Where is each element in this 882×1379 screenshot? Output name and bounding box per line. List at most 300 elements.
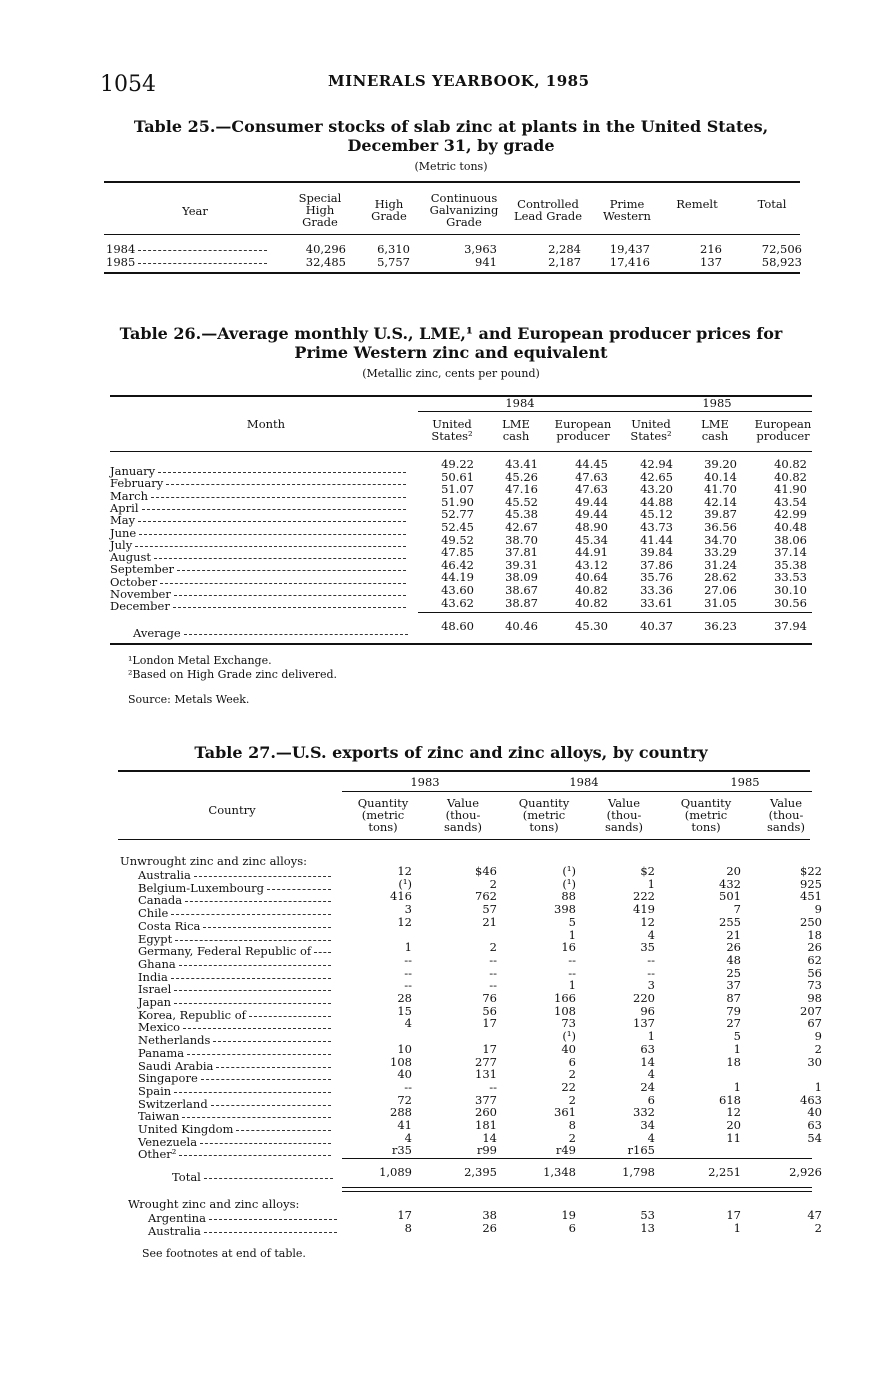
table-25-row-year: [106, 243, 268, 256]
leader-dots: [200, 1143, 331, 1144]
table-27-row-country-text: Germany, Federal Republic of: [138, 944, 312, 959]
table-27-cell: 1: [733, 1041, 741, 1056]
table-27-cell: 2: [489, 940, 497, 955]
leader-dots: [179, 1155, 331, 1156]
table-27-row-country: [138, 958, 332, 971]
table-27-cell: 21: [482, 914, 497, 929]
table-26-row-month-text: July: [110, 537, 133, 552]
table-27-section-unwrought: Unwrought zinc and zinc alloys:: [120, 854, 307, 868]
table-27-cell: 8: [568, 1118, 576, 1132]
table-27-row-country-text: Switzerland: [138, 1096, 208, 1111]
running-title: MINERALS YEARBOOK, 1985: [328, 72, 590, 90]
table-26-cell: 43.41: [505, 457, 538, 471]
table-27-cell: 131: [475, 1067, 497, 1082]
table-26-cell: 40.48: [774, 520, 807, 534]
table-26-title-line2: Prime Western zinc and equivalent: [294, 343, 608, 362]
leader-dots: [174, 1092, 331, 1093]
table-27-row-country-text: India: [138, 969, 168, 984]
table-25-col-header: High Grade: [371, 197, 407, 223]
table-26-row-month: [110, 514, 407, 527]
leader-dots: [185, 901, 331, 902]
table-26-cell: 43.20: [640, 482, 673, 497]
table-27-cell: 4: [404, 1130, 412, 1145]
table-26-title: [100, 324, 802, 362]
table-27-cell: 3: [404, 902, 412, 917]
table-26-average-label: [133, 627, 409, 640]
table-27-cell: 3: [647, 978, 655, 993]
table-25-cell: 40,296: [305, 242, 346, 256]
table-26-cell: 35.38: [774, 557, 807, 572]
table-27-year-header: 1984: [569, 775, 599, 789]
leader-dots: [213, 1041, 331, 1042]
leader-dots: [187, 1054, 331, 1055]
table-27-row-country-text: Canada: [138, 893, 183, 908]
table-27-cell: 260: [475, 1105, 497, 1120]
table-25-cell: 17,416: [609, 255, 650, 269]
table-27-col-header: Quantity (metric tons): [357, 796, 409, 834]
leader-dots: [142, 509, 406, 510]
table-27-cell: 57: [482, 902, 497, 917]
table-27-row-country: [138, 1123, 332, 1136]
table-27-total-cell: 2,395: [464, 1165, 497, 1179]
table-26-cell: 38.87: [505, 595, 538, 610]
table-25-unit: (Metric tons): [414, 160, 488, 173]
table-26-cell: 43.73: [640, 520, 673, 534]
table-27-row-country-text: Mexico: [138, 1020, 181, 1035]
table-27-row-country-text: Venezuela: [138, 1134, 198, 1149]
table-27-cell: 7: [733, 902, 741, 917]
table-27-row-country: [138, 1021, 332, 1034]
table-27-cell: 38: [482, 1208, 497, 1222]
table-27-cell: 419: [633, 902, 655, 917]
table-26-cell: 33.36: [640, 583, 673, 597]
page-number: 1054: [100, 72, 156, 97]
leader-dots: [139, 534, 406, 535]
table-27-cell: 16: [561, 940, 576, 955]
table-27-row-country: [138, 1098, 332, 1111]
table-26-cell: 33.29: [704, 545, 737, 560]
table-26-cell: 47.63: [575, 482, 608, 497]
table-27-cell: 1: [647, 1029, 655, 1044]
table-27-cell: 255: [719, 914, 741, 929]
table-26-col-header: LME cash: [701, 417, 729, 443]
table-26-cell: 45.34: [575, 532, 608, 547]
leader-dots: [179, 965, 331, 966]
table-27-cell: --: [568, 952, 576, 967]
table-27-cell: 1: [647, 876, 655, 891]
table-25-row-year: [106, 256, 268, 269]
table-25-title-line2: December 31, by grade: [347, 136, 555, 155]
table-26-cell: 49.44: [575, 494, 608, 509]
table-27-cell: --: [404, 1079, 412, 1094]
table-27-cell: 24: [640, 1079, 655, 1094]
table-27-cell: 2: [489, 876, 497, 891]
table-27-cell: 4: [404, 1016, 412, 1031]
table-27-cell: 15: [397, 1003, 412, 1018]
table-26-month-header: Month: [246, 417, 286, 431]
table-26-cell: 33.53: [774, 570, 807, 585]
table-27-cell: 1: [568, 927, 576, 942]
table-27-row-country: [138, 1085, 332, 1098]
table-27-cell: 1: [733, 1079, 741, 1094]
table-27-col-header: Value (thou- sands): [444, 796, 482, 834]
table-27-row-country-text: Ghana: [138, 956, 176, 971]
table-26-cell: 27.06: [704, 583, 737, 597]
table-27-country-header: Country: [208, 803, 256, 817]
table-27-cell: (¹): [562, 1029, 576, 1044]
leader-dots: [158, 472, 406, 473]
table-26-cell: 38.09: [505, 570, 538, 585]
table-26-footnote-1: ¹London Metal Exchange.: [128, 654, 272, 667]
table-27-cell: 47: [807, 1208, 822, 1222]
table-26-cell: 47.63: [575, 469, 608, 484]
table-26-cell: 40.14: [704, 469, 737, 484]
table-27-cell: 79: [726, 1003, 741, 1018]
table-27-cell: 4: [647, 1067, 655, 1082]
table-27-cell: 4: [647, 927, 655, 942]
table-27-cell: --: [489, 965, 497, 980]
table-27-cell: 1: [568, 978, 576, 993]
table-27-row-country: [138, 869, 332, 882]
table-27-cell: 87: [726, 991, 741, 1005]
table-26-cell: 34.70: [704, 532, 737, 547]
table-26-cell: 52.45: [441, 520, 474, 534]
table-25-cell: 137: [700, 255, 722, 269]
table-27-cell: 416: [390, 889, 412, 904]
table-25-col-header: Year: [182, 204, 208, 218]
table-26-cell: 51.07: [441, 482, 474, 497]
table-25-row-year-text: 1985: [106, 255, 136, 269]
table-27-cell: 6: [568, 1054, 576, 1069]
table-26-average-cell: 48.60: [441, 619, 474, 633]
table-27-row-country: [138, 907, 332, 920]
table-27-cell: 76: [482, 991, 497, 1005]
table-27-row-country-text: Saudi Arabia: [138, 1058, 214, 1073]
table-25-col-header: Controlled Lead Grade: [513, 197, 583, 223]
table-26-cell: 30.10: [774, 583, 807, 597]
table-26-cell: 40.64: [575, 570, 608, 585]
table-25-top-rule: [104, 181, 800, 183]
table-27-row-country: [138, 1110, 332, 1123]
table-26-cell: 38.67: [505, 583, 538, 597]
table-27-cell: 12: [726, 1105, 741, 1120]
leader-dots: [204, 1232, 337, 1233]
table-27-cell: 166: [554, 991, 576, 1005]
table-27-total-label-text: Total: [172, 1170, 201, 1184]
table-27-row-country: [138, 1060, 332, 1073]
table-27-row-country: [138, 945, 332, 958]
table-27-cell: 2: [568, 1130, 576, 1145]
table-27-cell: 18: [807, 927, 822, 942]
table-27-cell: 1: [404, 940, 412, 955]
leader-dots: [135, 546, 406, 547]
table-25-cell: 3,963: [464, 242, 497, 256]
table-27-year-header: 1983: [410, 775, 440, 789]
table-26-cell: 47.85: [441, 545, 474, 560]
table-27-col-header: Quantity (metric tons): [518, 796, 570, 834]
table-26-row-month-text: June: [110, 525, 137, 540]
table-26-cell: 42.65: [640, 469, 673, 484]
table-26-unit: (Metallic zinc, cents per pound): [362, 367, 540, 380]
table-26-row-month: [110, 527, 407, 540]
table-27-cell: 41: [397, 1118, 412, 1132]
table-27-cell: 250: [800, 914, 822, 929]
leader-dots: [314, 952, 331, 953]
leader-dots: [171, 914, 331, 915]
table-27-cell: 27: [726, 1016, 741, 1031]
leader-dots: [174, 1003, 331, 1004]
table-25-title-line1: Table 25.—Consumer stocks of slab zinc at plants in the United States,: [133, 117, 769, 136]
table-25-cell: 32,485: [305, 255, 346, 269]
table-26-cell: 46.42: [441, 557, 474, 572]
table-27-row-country-text: Argentina: [148, 1211, 206, 1225]
leader-dots: [171, 978, 331, 979]
table-26-row-month-text: September: [110, 562, 175, 577]
table-27-cell: --: [647, 952, 655, 967]
table-27-cell: 26: [807, 940, 822, 955]
table-26-cell: 38.06: [774, 532, 807, 547]
leader-dots: [138, 521, 406, 522]
leader-dots: [175, 940, 331, 941]
table-27-cell: 1: [814, 1079, 822, 1094]
table-27-total-label: [172, 1171, 334, 1184]
table-27-row-country-text: Egypt: [138, 931, 173, 946]
table-25-cell: 2,187: [548, 255, 581, 269]
table-26-cell: 40.82: [575, 595, 608, 610]
table-26-cell: 40.82: [774, 457, 807, 471]
table-27-cell: 22: [561, 1079, 576, 1094]
table-27-cell: 288: [390, 1105, 412, 1120]
table-27-cell: $46: [475, 864, 497, 878]
table-26-row-month-text: January: [110, 464, 156, 478]
table-27-col-header: Value (thou- sands): [767, 796, 805, 834]
table-27-cell: 17: [726, 1208, 741, 1222]
table-26-cell: 41.44: [640, 532, 673, 547]
table-27-cell: 377: [475, 1092, 497, 1107]
table-25-col-header: Total: [757, 197, 787, 211]
table-26-cell: 43.54: [774, 494, 807, 509]
table-27-row-country: [138, 1034, 332, 1047]
table-26-cell: 49.22: [441, 457, 474, 471]
table-27-cell: 25: [726, 965, 741, 980]
leader-dots: [182, 1117, 331, 1118]
table-27-col-header: Quantity (metric tons): [680, 796, 732, 834]
table-26-col-header: United States²: [630, 417, 672, 443]
table-27-cell: 72: [397, 1092, 412, 1107]
table-27-row-country-text: United Kingdom: [138, 1122, 234, 1136]
table-26-cell: 30.56: [774, 595, 807, 610]
table-27-cell: 12: [640, 914, 655, 929]
leader-dots: [177, 570, 406, 571]
table-25-cell: 5,757: [377, 255, 410, 269]
table-26-cell: 43.60: [441, 583, 474, 597]
table-27-cell: --: [568, 965, 576, 980]
table-27-cell: 6: [647, 1092, 655, 1107]
table-27-section-wrought: Wrought zinc and zinc alloys:: [128, 1197, 300, 1211]
table-27-cell: --: [489, 1079, 497, 1094]
table-27-cell: 207: [800, 1003, 822, 1018]
leader-dots: [216, 1067, 331, 1068]
leader-dots: [201, 1079, 331, 1080]
table-26-cell: 42.67: [505, 520, 538, 534]
table-25-cell: 2,284: [548, 242, 581, 256]
table-27-total-double-rule-2: [342, 1191, 812, 1192]
table-27-cell: 35: [640, 940, 655, 955]
table-27-cell: --: [489, 952, 497, 967]
table-27-row-country: [138, 1009, 332, 1022]
table-27-cell: 37: [726, 978, 741, 993]
table-27-row-country: [138, 920, 332, 933]
leader-dots: [154, 558, 406, 559]
table-25-cell: 6,310: [377, 242, 410, 256]
table-27-cell: $2: [640, 864, 655, 878]
table-27-top-rule: [118, 770, 810, 772]
table-27-cell: $22: [800, 864, 822, 878]
table-25-title: [100, 117, 802, 155]
table-26-row-month: [110, 477, 407, 490]
table-27-row-country-text: Belgium-Luxembourg: [138, 880, 264, 895]
table-27-cell: --: [647, 965, 655, 980]
table-27-cell: 48: [726, 952, 741, 967]
table-26-cell: 31.24: [704, 557, 737, 572]
table-26-cell: 45.26: [505, 469, 538, 484]
table-27-row-country: [148, 1225, 338, 1238]
table-27-cell: 73: [807, 978, 822, 993]
table-26-title-line1: Table 26.—Average monthly U.S., LME,¹ and European producer prices for: [119, 324, 783, 343]
table-26-cell: 37.81: [505, 545, 538, 560]
table-25-header-rule: [104, 234, 800, 235]
table-27-cell: 40: [807, 1105, 822, 1120]
table-26-row-month-text: August: [110, 550, 152, 565]
table-27-cell: 88: [561, 889, 576, 904]
table-26-cell: 48.90: [575, 520, 608, 534]
table-26-average-cell: 40.37: [640, 619, 673, 633]
table-27-row-country-text: Netherlands: [138, 1033, 211, 1048]
table-27-cell: 451: [800, 889, 822, 904]
table-27-cell: 17: [482, 1016, 497, 1031]
table-27-cell: 277: [475, 1054, 497, 1069]
leader-dots: [138, 250, 267, 251]
table-27-cell: 26: [726, 940, 741, 955]
table-27-cell: 181: [475, 1118, 497, 1132]
table-26-row-month: [110, 502, 407, 515]
table-25-col-header: Continuous Galvanizing Grade: [429, 191, 499, 229]
table-27-row-country: [138, 1148, 332, 1161]
table-27-cell: --: [404, 965, 412, 980]
table-26-cell: 45.12: [640, 507, 673, 522]
table-27-cell: (¹): [562, 864, 576, 878]
leader-dots: [166, 484, 406, 485]
table-27-cell: 332: [633, 1105, 655, 1120]
table-27-cell: 30: [807, 1054, 822, 1069]
table-26-average-cell: 45.30: [575, 619, 608, 633]
table-27-row-country-text: Korea, Republic of: [138, 1007, 246, 1022]
table-26-cell: 45.52: [505, 494, 538, 509]
table-27-cell: (¹): [398, 876, 412, 891]
table-27-cell: 56: [482, 1003, 497, 1018]
table-26-cell: 40.82: [774, 469, 807, 484]
table-26-row-month-text: May: [110, 513, 136, 528]
table-26-cell: 41.70: [704, 482, 737, 497]
table-27-cell: 96: [640, 1003, 655, 1018]
table-26-row-month: [110, 539, 407, 552]
table-26-cell: 39.87: [704, 507, 737, 522]
table-27-year-header: 1985: [730, 775, 760, 789]
table-27-cell: 925: [800, 876, 822, 891]
table-27-total-cell: 2,926: [789, 1165, 822, 1179]
table-27-total-rule: [342, 1158, 812, 1159]
table-27-cell: 18: [726, 1054, 741, 1069]
table-27-row-country: [138, 971, 332, 984]
table-27-row-country-text: Chile: [138, 906, 169, 921]
table-25-col-header: Remelt: [676, 197, 718, 211]
table-27-cell: 398: [554, 902, 576, 917]
table-26-cell: 42.99: [774, 507, 807, 522]
table-27-cell: 361: [554, 1105, 576, 1120]
table-27-cell: 40: [397, 1067, 412, 1082]
leader-dots: [184, 634, 408, 635]
table-27-cell: 6: [568, 1220, 576, 1235]
table-27-cell: 5: [568, 914, 576, 929]
table-27-cell: 34: [640, 1118, 655, 1132]
table-26-year-header: 1985: [702, 396, 732, 410]
table-27-cell: 17: [482, 1041, 497, 1056]
table-27-row-country-text: Taiwan: [138, 1109, 180, 1124]
table-25-row-year-text: 1984: [106, 242, 136, 256]
table-26-cell: 42.14: [704, 494, 737, 509]
table-27-year-rule: [342, 791, 812, 792]
table-27-cell: --: [404, 952, 412, 967]
leader-dots: [174, 595, 406, 596]
leader-dots: [151, 497, 406, 498]
table-27-row-country-text: Other²: [138, 1147, 177, 1162]
table-27-cell: 40: [561, 1041, 576, 1056]
table-27-row-country: [138, 983, 332, 996]
table-27-cell: 53: [640, 1208, 655, 1222]
table-27-cell: 618: [719, 1092, 741, 1107]
table-27-cell: 2: [814, 1041, 822, 1056]
table-27-cell: 20: [726, 1118, 741, 1132]
table-27-row-country: [138, 1072, 332, 1085]
table-25-cell: 72,506: [761, 242, 802, 256]
table-26-col-header: European producer: [554, 417, 612, 443]
table-27-cell: 762: [475, 889, 497, 904]
table-27-col-header: Value (thou- sands): [605, 796, 643, 834]
table-26-row-month-text: November: [110, 587, 171, 601]
table-27-cell: r165: [627, 1143, 655, 1158]
table-27-footer-note: See footnotes at end of table.: [142, 1247, 306, 1260]
table-27-cell: 2: [568, 1092, 576, 1107]
table-26-cell: 37.14: [774, 545, 807, 560]
table-27-cell: 9: [814, 1029, 822, 1044]
table-27-cell: 14: [482, 1130, 497, 1145]
table-26-row-month-text: March: [110, 488, 148, 503]
table-26-row-month-text: April: [110, 500, 139, 515]
table-26-cell: 44.91: [575, 545, 608, 560]
table-25-cell: 19,437: [609, 242, 650, 256]
leader-dots: [194, 876, 331, 877]
table-27-cell: --: [404, 978, 412, 993]
table-26-year-rule: [418, 411, 812, 412]
table-27-cell: 13: [640, 1220, 655, 1235]
table-26-cell: 44.45: [575, 457, 608, 471]
table-27-cell: 9: [814, 902, 822, 917]
leader-dots: [267, 889, 331, 890]
table-26-average-label-text: Average: [133, 626, 181, 640]
table-27-cell: 11: [726, 1130, 741, 1145]
table-26-cell: 41.90: [774, 482, 807, 497]
table-27-total-double-rule-1: [342, 1187, 812, 1188]
